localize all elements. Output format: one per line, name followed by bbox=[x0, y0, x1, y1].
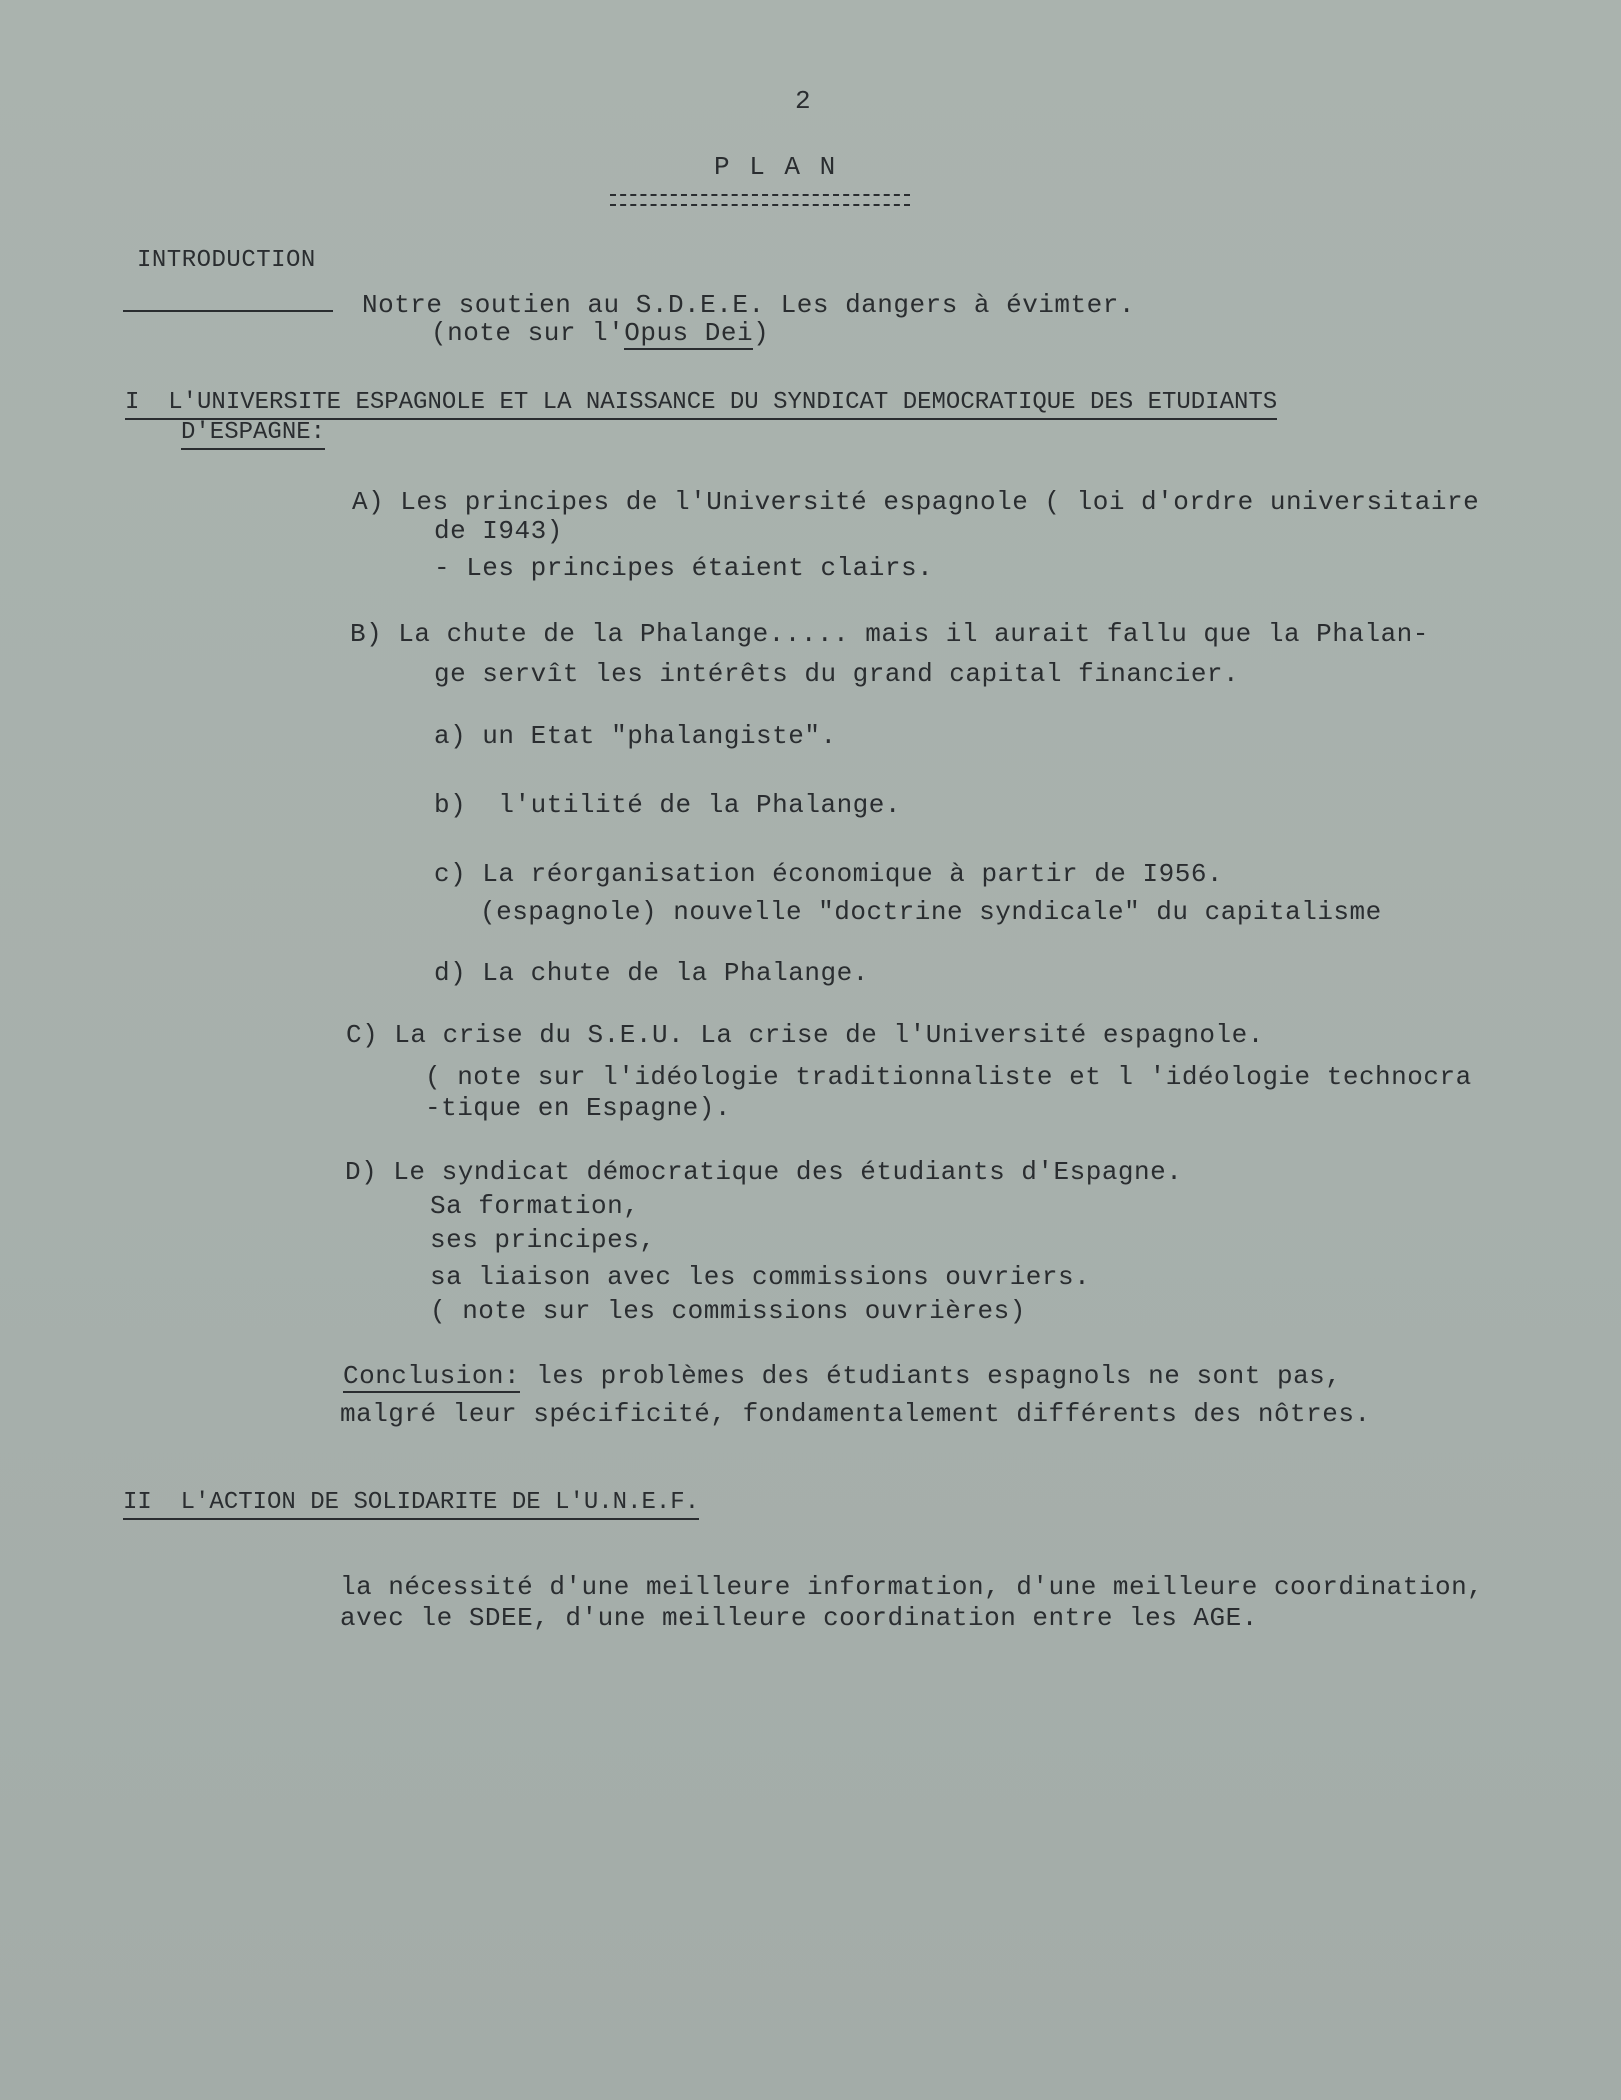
section-1-A-line-3: - Les principes étaient clairs. bbox=[434, 553, 934, 583]
section-1-heading-cont: D'ESPAGNE: bbox=[181, 418, 325, 450]
section-1-D-line-2: Sa formation, bbox=[430, 1191, 640, 1221]
conclusion-label: Conclusion: bbox=[343, 1361, 521, 1391]
section-1-B-d: d) La chute de la Phalange. bbox=[434, 958, 869, 988]
opus-dei-underlined: Opus Dei bbox=[624, 318, 754, 348]
section-1-heading: I L'UNIVERSITE ESPAGNOLE ET LA NAISSANCE DU SYNDICAT DEMOCRATIQUE DES ETUDIANTS bbox=[125, 388, 1277, 420]
section-1-D-line-5: ( note sur les commissions ouvrières) bbox=[430, 1296, 1026, 1326]
section-1-D-line-3: ses principes, bbox=[430, 1225, 656, 1255]
section-1-A-line-1: A) Les principes de l'Université espagnole ( loi d'ordre universitaire bbox=[352, 487, 1480, 517]
conclusion-line-2: malgré leur spécificité, fondamentalement différents des nôtres. bbox=[340, 1399, 1371, 1429]
section-1-C-line-2: ( note sur l'idéologie traditionnaliste et l 'idéologie technocra bbox=[425, 1062, 1472, 1092]
section-1-B-line-1: B) La chute de la Phalange..... mais il aurait fallu que la Phalan- bbox=[350, 619, 1429, 649]
section-1-C-line-3: -tique en Espagne). bbox=[425, 1093, 731, 1123]
page-number: 2 bbox=[795, 86, 812, 116]
conclusion-line-1: Conclusion: les problèmes des étudiants espagnols ne sont pas, bbox=[343, 1361, 1342, 1391]
section-1-D-line-4: sa liaison avec les commissions ouvriers. bbox=[430, 1262, 1091, 1292]
section-1-B-c-line-2: (espagnole) nouvelle "doctrine syndicale" du capitalisme bbox=[480, 897, 1382, 927]
section-1-A-line-2: de I943) bbox=[434, 516, 563, 546]
introduction-rule bbox=[123, 310, 333, 312]
section-1-B-line-2: ge servît les intérêts du grand capital financier. bbox=[434, 659, 1240, 689]
section-1-B-a: a) un Etat "phalangiste". bbox=[434, 721, 837, 751]
page-title: P L A N bbox=[714, 152, 838, 182]
section-1-B-b: b) l'utilité de la Phalange. bbox=[434, 790, 901, 820]
section-2-line-1: la nécessité d'une meilleure information, d'une meilleure coordination, bbox=[340, 1572, 1484, 1602]
title-double-underline bbox=[610, 194, 910, 206]
section-2-heading: II L'ACTION DE SOLIDARITE DE L'U.N.E.F. bbox=[123, 1488, 699, 1520]
introduction-line-1: Notre soutien au S.D.E.E. Les dangers à évimter. bbox=[362, 290, 1135, 320]
section-1-B-c-line-1: c) La réorganisation économique à partir de I956. bbox=[434, 859, 1224, 889]
section-2-line-2: avec le SDEE, d'une meilleure coordination entre les AGE. bbox=[340, 1603, 1258, 1633]
introduction-heading: INTRODUCTION bbox=[137, 247, 316, 274]
section-1-C-line-1: C) La crise du S.E.U. La crise de l'Université espagnole. bbox=[346, 1020, 1264, 1050]
section-1-D-line-1: D) Le syndicat démocratique des étudiants d'Espagne. bbox=[345, 1157, 1183, 1187]
introduction-line-2: (note sur l'Opus Dei) bbox=[431, 318, 770, 348]
